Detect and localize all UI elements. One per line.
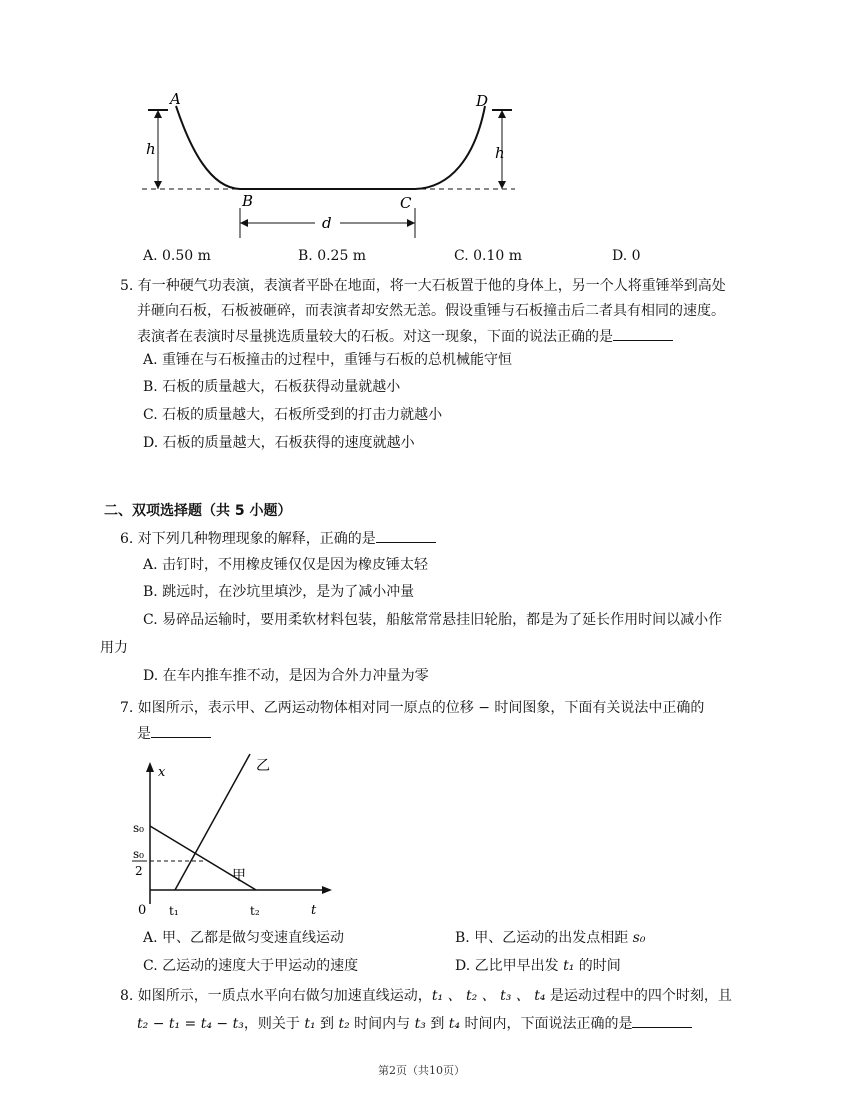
q6-option-d: D. 在车内推车推不动，是因为合外力冲量为零 [143,668,429,684]
q8-text-mid: ，则关于 [243,1016,305,1032]
q6-stem [120,528,436,549]
q8-sym-t1: t₁ [304,1016,316,1032]
q8-text-to2: 到 [425,1016,449,1032]
label-t1: t₁ [169,904,179,918]
label-s0: s₀ [133,821,144,835]
q7-stem-line2 [137,723,211,744]
q8-stem-text: 8. 如图所示，一质点水平向右做匀加速直线运动， [120,988,432,1004]
page-footer: 第2页（共10页） [378,1064,465,1077]
label-t-axis: t [311,903,317,918]
section-title: 二、双项选择题（共 5 小题） [104,503,292,519]
q8-text-to1: 到 [315,1016,339,1032]
q5-stem-text: 表演者在表演时尽量挑选质量较大的石板。对这一现象，下面的说法正确的是 [137,329,613,345]
label-s0-half-den: 2 [135,864,143,878]
q5-option-b: B. 石板的质量越大，石板获得动量就越小 [143,379,401,395]
q7-option-a: A. 甲、乙都是做匀变速直线运动 [143,930,345,946]
q4-option-d: D. 0 [612,248,641,264]
q7-option-b [455,928,645,948]
answer-blank [613,326,673,341]
q8-text-end: 时间内，下面说法正确的是 [460,1016,633,1032]
q8-sym-t2: t₂ [338,1016,350,1032]
q5-option-a: A. 重锤在与石板撞击的过程中，重锤与石板的总机械能守恒 [143,352,513,368]
q5-stem-line2: 并砸向石板，石板被砸碎，而表演者却安然无恙。假设重锤与石板撞击后二者具有相同的速度。 [137,303,725,319]
q7-stem-text: 是 [137,726,151,742]
q6-option-b: B. 跳远时，在沙坑里填沙，是为了减小冲量 [143,584,415,600]
label-jia: 甲 [232,868,246,884]
label-a: A [170,90,181,108]
q6-option-c-line2: 用力 [100,640,128,656]
label-t2: t₂ [250,904,260,918]
q5-option-c: C. 石板的质量越大，石板所受到的打击力就越小 [143,407,443,423]
label-d-dist: d [322,214,332,232]
q8-stem-suffix: 是运动过程中的四个时刻，且 [545,988,732,1004]
q4-option-a: A. 0.50 m [143,248,211,264]
answer-blank [632,1013,692,1028]
xt-graph [128,752,338,924]
q8-time-symbols: t₁ 、 t₂ 、 t₃ 、 t₄ [431,988,546,1004]
answer-blank [151,723,211,738]
q8-sym-t4: t₄ [448,1016,461,1032]
label-s0-half-num: s₀ [133,847,144,861]
q7-option-d [455,956,621,976]
q7-option-b-symbol: s₀ [632,930,646,946]
label-yi: 乙 [256,758,270,774]
q5-stem-line3 [137,326,673,347]
q7-option-d-text: D. 乙比甲早出发 [455,958,564,974]
label-origin: 0 [138,903,147,918]
q7-option-c: C. 乙运动的速度大于甲运动的速度 [143,958,359,974]
q8-stem-line1 [120,986,732,1006]
q7-stem-line1: 7. 如图所示，表示甲、乙两运动物体相对同一原点的位移 − 时间图象，下面有关说法中正确的 [120,700,705,716]
label-c: C [400,194,412,212]
q6-stem-text: 6. 对下列几种物理现象的解释，正确的是 [120,531,376,547]
q8-sym-t3: t₃ [414,1016,426,1032]
q8-equation: t₂ − t₁ = t₄ − t₃ [137,1016,244,1032]
q8-text-in: 时间内与 [349,1016,415,1032]
label-b: B [242,192,254,210]
q7-option-d-suffix: 的时间 [574,958,621,974]
track-figure [130,88,530,248]
q4-option-b: B. 0.25 m [298,248,367,264]
q4-option-c: C. 0.10 m [454,248,523,264]
label-d: D [476,92,489,110]
q7-option-d-symbol: t₁ [563,958,575,974]
q8-stem-line2 [137,1013,692,1034]
q7-option-b-text: B. 甲、乙运动的出发点相距 [455,930,633,946]
label-h-right: h [495,144,505,162]
q6-option-c-line1: C. 易碎品运输时，要用柔软材料包装，船舷常常悬挂旧轮胎，都是为了延长作用时间以减小作 [143,612,723,628]
q6-option-a: A. 击钉时，不用橡皮锤仅仅是因为橡皮锤太轻 [143,557,429,573]
answer-blank [376,528,436,543]
label-x-axis: x [158,765,166,780]
q5-option-d: D. 石板的质量越大，石板获得的速度就越小 [143,435,415,451]
label-h-left: h [146,140,156,158]
q5-stem-line1: 5. 有一种硬气功表演，表演者平卧在地面，将一大石板置于他的身体上，另一个人将重锤举到高处 [120,278,726,294]
